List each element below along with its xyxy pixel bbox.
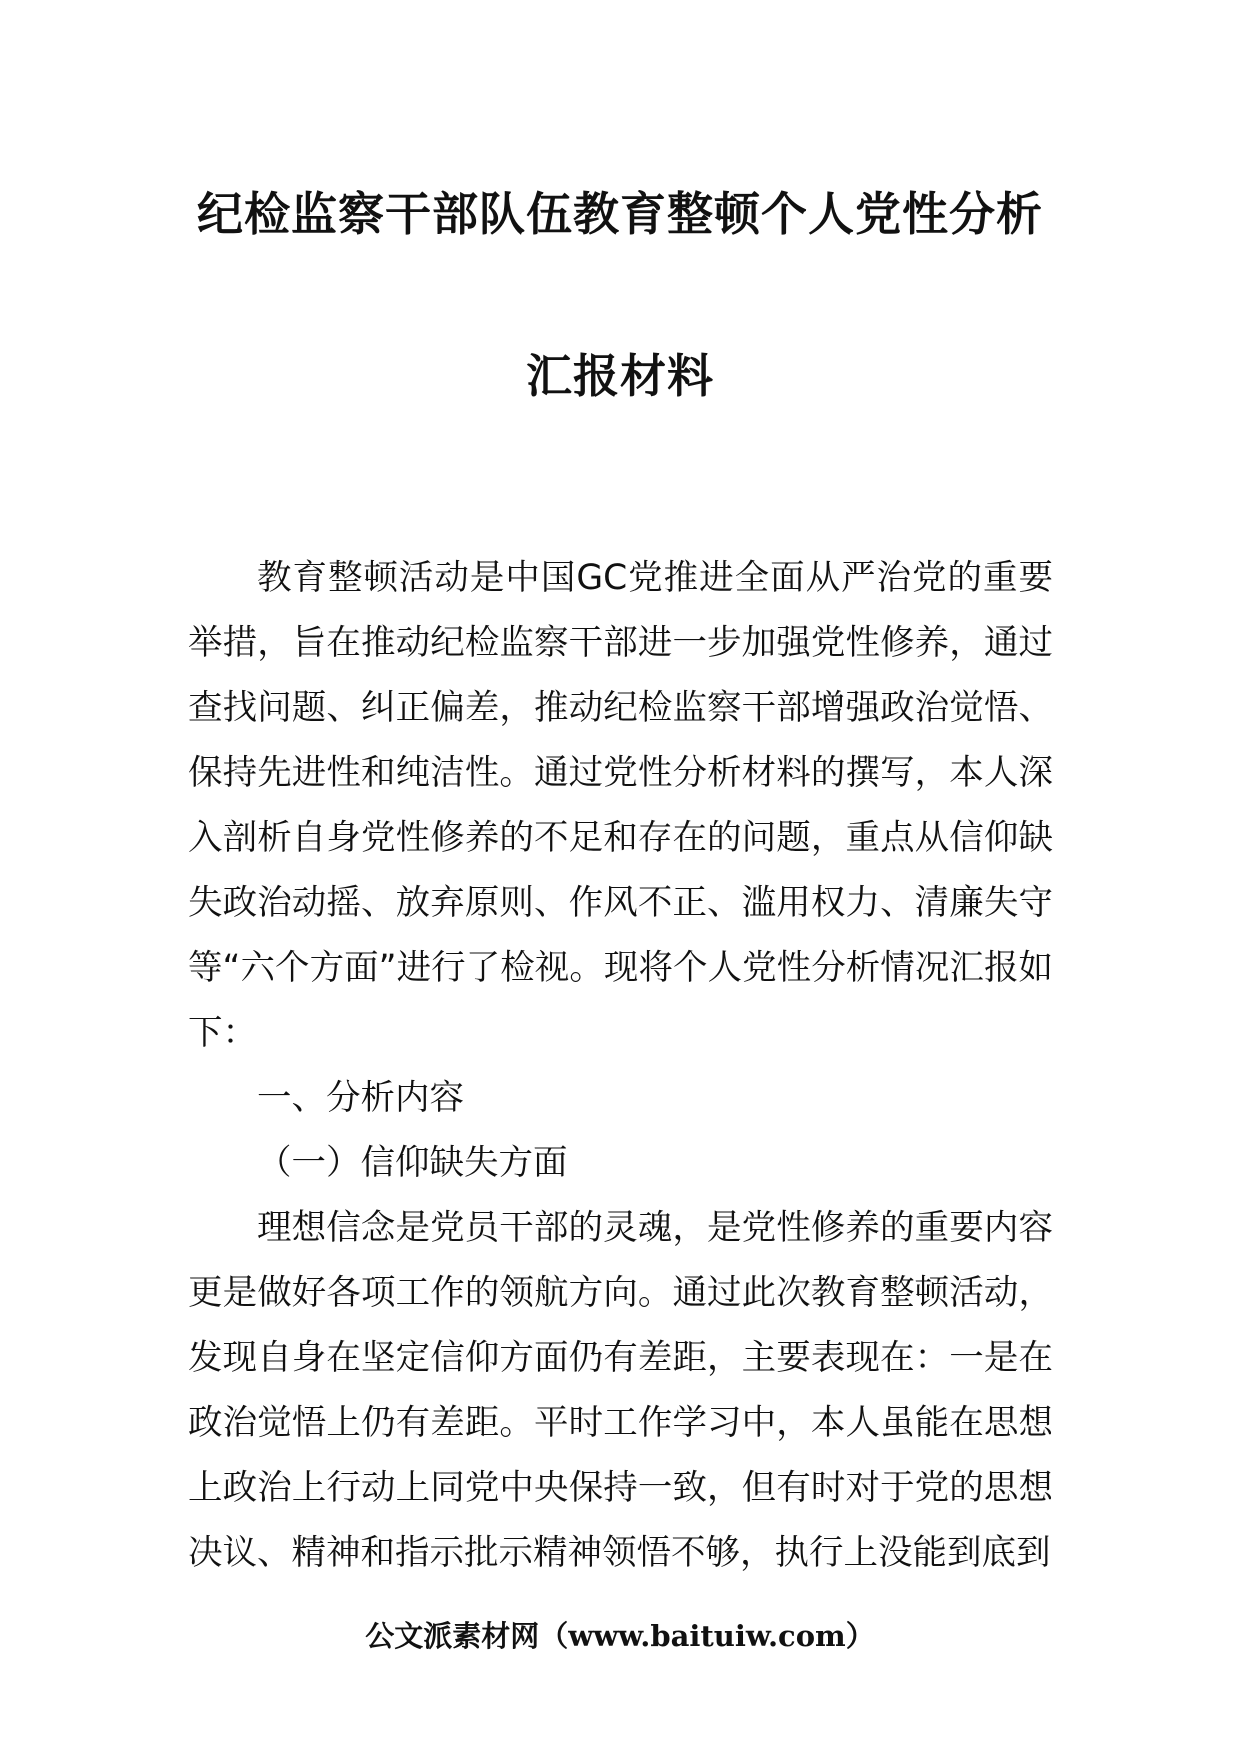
document-body bbox=[188, 546, 1053, 1586]
document-title-line2: 汇报材料 bbox=[526, 349, 714, 403]
footer-watermark: 公文派素材网（www.baituiw.com） bbox=[365, 1619, 875, 1653]
subsection-heading-belief: （一）信仰缺失方面 bbox=[257, 1143, 568, 1183]
document-title-line1: 纪检监察干部队伍教育整顿个人党性分析 bbox=[197, 187, 1043, 241]
section-heading-analysis: 一、分析内容 bbox=[257, 1078, 464, 1118]
intro-paragraph: 教育整顿活动是中国GC党推进全面从严治党的重要举措，旨在推动纪检监察干部进一步加强党性修养，通过查找问题、纠正偏差，推动纪检监察干部增强政治觉悟、保持先进性和纯洁性。通过党性分析材料的撰写，本人深入剖析自身党性修养的不足和存在的问题，重点从信仰缺失政治动摇、放弃原则、作风不正、滥用权力、清廉失守等“六个方面”进行了检视。现将个人党性分析情况汇报如下： bbox=[188, 558, 1053, 1053]
belief-paragraph: 理想信念是党员干部的灵魂，是党性修养的重要内容更是做好各项工作的领航方向。通过此次教育整顿活动，发现自身在坚定信仰方面仍有差距，主要表现在：一是在政治觉悟上仍有差距。平时工作学习中，本人虽能在思想上政治上行动上同党中央保持一致，但有时对于党的思想决议、精神和指示批示精神领悟不够，执行上没能到底到 bbox=[188, 1208, 1053, 1573]
